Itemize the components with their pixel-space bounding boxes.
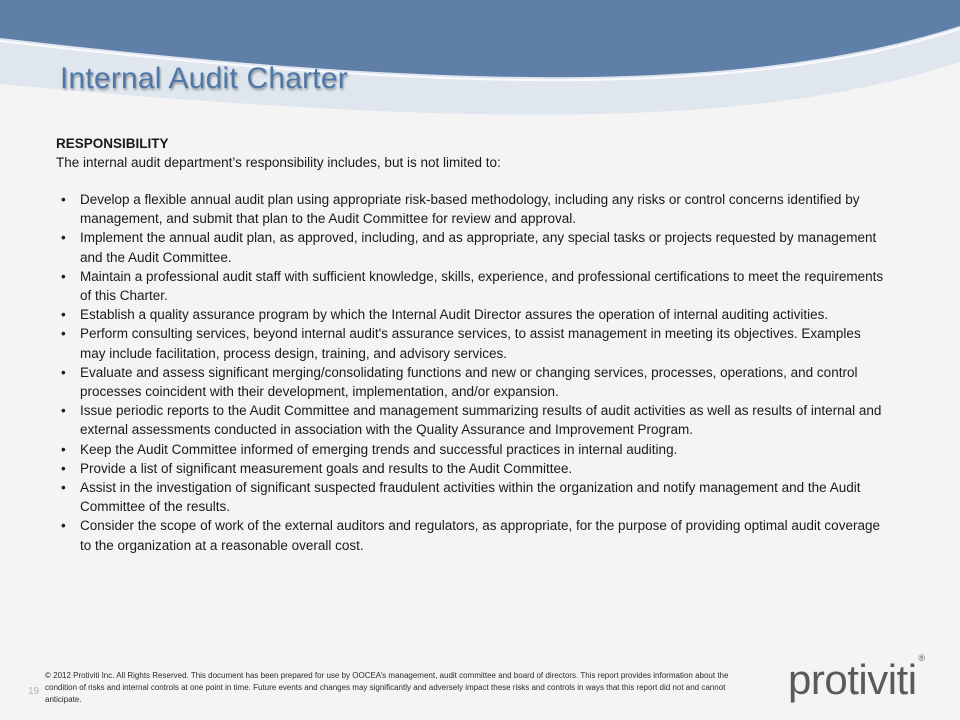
list-item (56, 363, 886, 401)
list-item (56, 516, 886, 554)
bullet-icon: • (61, 268, 66, 284)
list-item-text: Evaluate and assess significant merging/consolidating functions and new or changing services, processes, operations, and control processes coincident with their development, implementation, and/or expansion. (80, 364, 858, 400)
section-heading: RESPONSIBILITY (56, 136, 169, 151)
bullet-icon: • (61, 403, 66, 419)
list-item (56, 459, 886, 478)
bullet-icon: • (61, 460, 66, 476)
list-item (56, 478, 886, 516)
logo-text: protiviti (788, 656, 917, 703)
protiviti-logo (788, 653, 925, 704)
page-number: 19 (28, 686, 40, 697)
bullet-icon: • (61, 192, 66, 207)
bullet-icon: • (61, 441, 66, 457)
list-item-text: Consider the scope of work of the external auditors and regulators, as appropriate, for the purpose of providing optimal audit coverage to the organization at a reasonable overall cost. (80, 518, 880, 553)
bullet-icon: • (61, 307, 66, 323)
spacer (56, 172, 886, 190)
bullet-icon: • (61, 518, 66, 534)
list-item (56, 228, 886, 266)
list-item (56, 324, 886, 362)
bullet-icon: • (61, 364, 66, 380)
list-item-text: Implement the annual audit plan, as approved, including, and as appropriate, any special tasks or projects requested by management and the Audit Committee. (80, 230, 877, 265)
bullet-icon: • (61, 326, 66, 342)
slide-title: Internal Audit Charter (60, 62, 348, 95)
section-intro: The internal audit department’s responsibility includes, but is not limited to: (56, 155, 501, 170)
list-item-text: Establish a quality assurance program by which the Internal Audit Director assures the operation of internal auditing activities. (80, 307, 829, 323)
slide-body (56, 134, 886, 555)
copyright-notice: © 2012 Protiviti Inc. All Rights Reserved. This document has been prepared for use by OOCEA’s management, audit committee and board of directors. This report provides information about the condition of risks and internal controls at one point in time. Future events and changes may significantly and adversely impact these risks and controls in ways that this report did not and cannot anticipate. (45, 671, 729, 704)
list-item-text: Assist in the investigation of significant suspected fraudulent activities within the organization and notify management and the Audit Committee of the results. (80, 480, 861, 515)
registered-mark-icon: ® (918, 653, 925, 663)
list-item-text: Maintain a professional audit staff with sufficient knowledge, skills, experience, and professional certifications to meet the requirements of this Charter. (80, 268, 884, 304)
list-item (56, 401, 886, 439)
list-item (56, 190, 886, 228)
list-item-text: Provide a list of significant measurement goals and results to the Audit Committee. (80, 460, 573, 476)
list-item-text: Develop a flexible annual audit plan using appropriate risk-based methodology, including any risks or control concerns identified by management, and submit that plan to the Audit Committee for review and approval. (80, 192, 860, 227)
responsibility-list (56, 190, 886, 555)
list-item-text: Perform consulting services, beyond internal audit's assurance services, to assist management in meeting its objectives. Examples may include facilitation, process design, training, and advisory services. (80, 326, 861, 361)
list-item (56, 267, 886, 305)
bullet-icon: • (61, 480, 66, 496)
list-item-text: Keep the Audit Committee informed of emerging trends and successful practices in internal auditing. (80, 441, 678, 457)
bullet-icon: • (61, 230, 66, 246)
list-item (56, 305, 886, 324)
list-item (56, 440, 886, 459)
list-item-text: Issue periodic reports to the Audit Committee and management summarizing results of audit activities as well as results of internal and external assessments conducted in association with the Quality Assurance and Improvement Program. (80, 403, 882, 438)
